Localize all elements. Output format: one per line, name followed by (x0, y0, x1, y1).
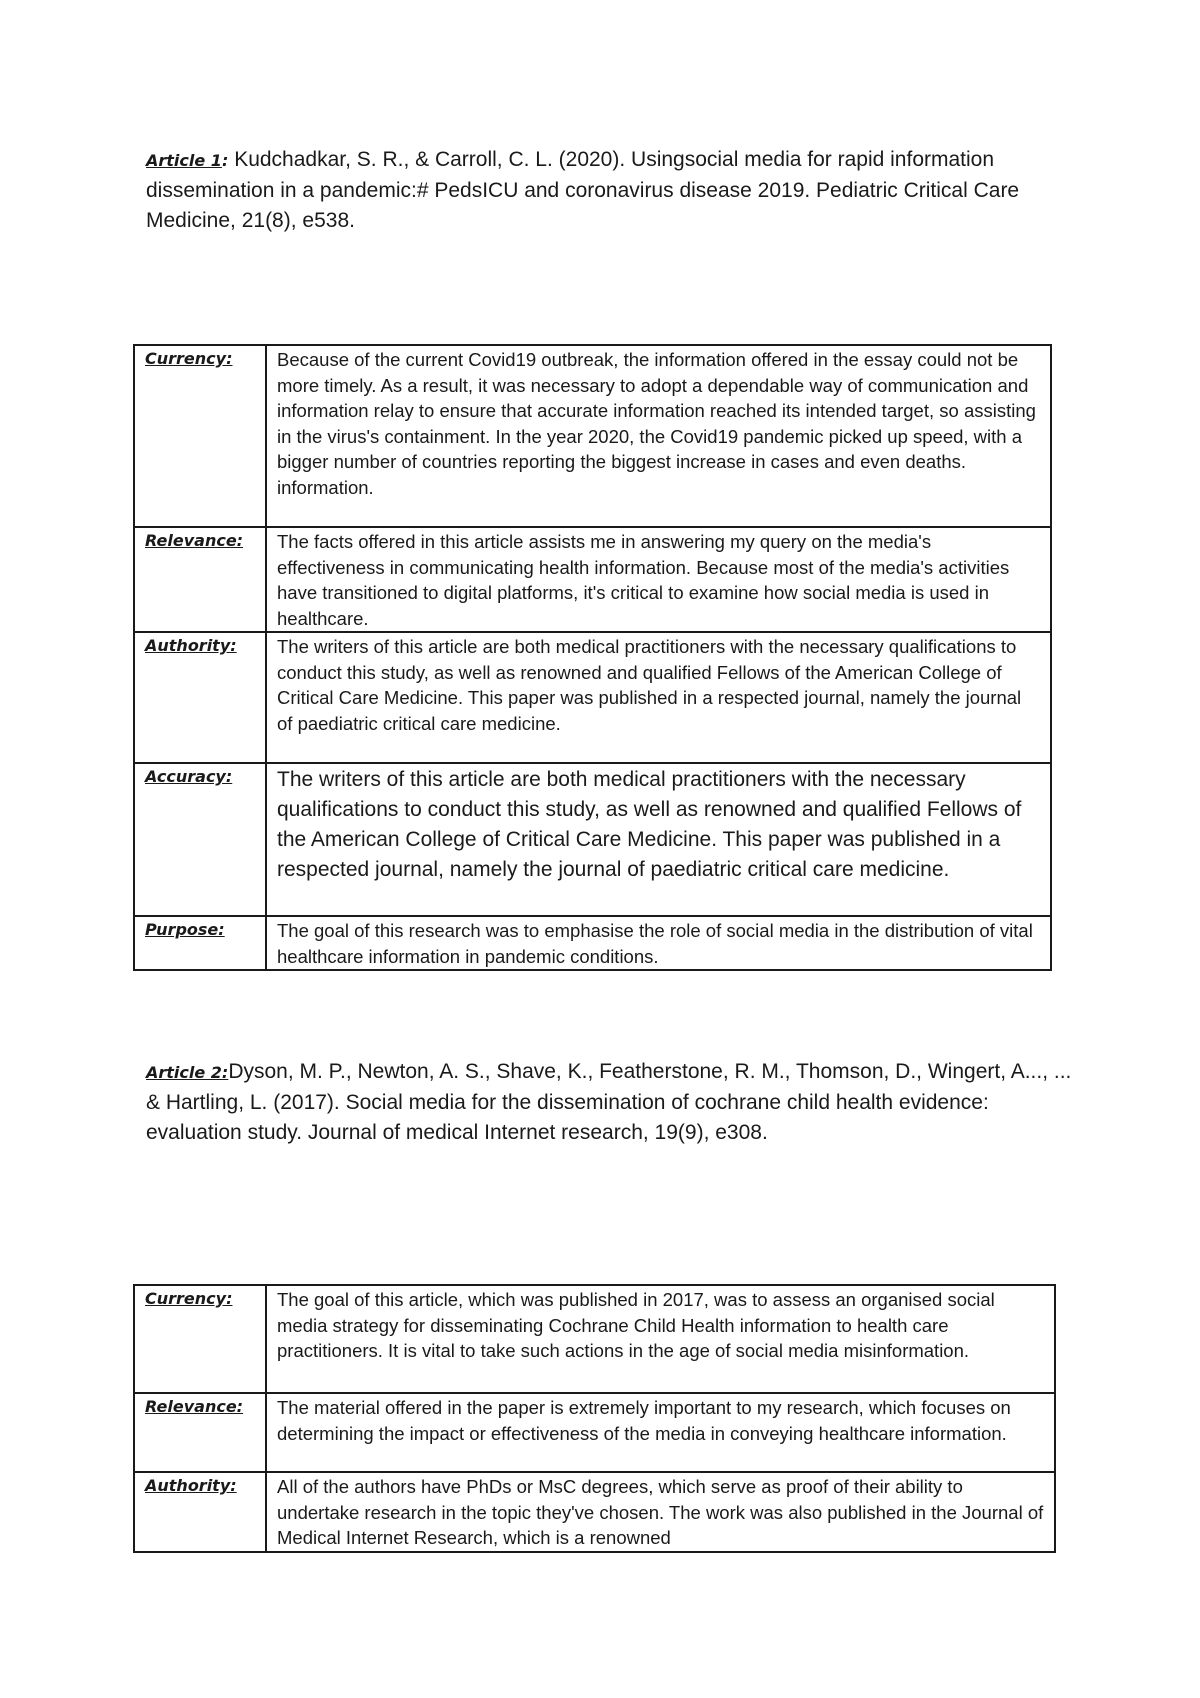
currency-text: Because of the current Covid19 outbreak, the information offered in the essay could not be more timely. As a result, it was necessary to adopt a dependable way of communication and information relay to ensure that accurate information reached its intended target, so assisting in the virus's containment. In the year 2020, the Covid19 pandemic picked up speed, with a bigger number of countries reporting the biggest increase in cases and even deaths. information. (266, 345, 1051, 527)
article-2-reference: Dyson, M. P., Newton, A. S., Shave, K., Featherstone, R. M., Thomson, D., Wingert, A..., ... & Hartling, L. (2017). Social media for the dissemination of cochrane child health evidence: evaluation study. Journal of medical Internet research, 19(9), e308. (146, 1060, 1072, 1144)
currency-label: Currency: (134, 1285, 266, 1393)
article-2-evaluation-table (133, 1284, 1056, 1553)
article-1-label: Article 1 (146, 151, 222, 170)
article-1-reference: Kudchadkar, S. R., & Carroll, C. L. (2020). Usingsocial media for rapid information dissemination in a pandemic:# PedsICU and coronavirus disease 2019. Pediatric Critical Care Medicine, 21(8), e538. (146, 148, 1020, 232)
accuracy-text: The writers of this article are both medical practitioners with the necessary qualifications to conduct this study, as well as renowned and qualified Fellows of the American College of Critical Care Medicine. This paper was published in a respected journal, namely the journal of paediatric critical care medicine. (266, 763, 1051, 916)
relevance-label: Relevance: (134, 527, 266, 632)
currency-text: The goal of this article, which was published in 2017, was to assess an organised social media strategy for disseminating Cochrane Child Health information to health care practitioners. It is vital to take such actions in the age of social media misinformation. (266, 1285, 1055, 1393)
table-row (134, 632, 1051, 763)
relevance-label: Relevance: (134, 1393, 266, 1472)
authority-label: Authority: (134, 1472, 266, 1552)
article-1-evaluation-table (133, 344, 1052, 971)
table-row (134, 527, 1051, 632)
currency-label: Currency: (134, 345, 266, 527)
article-2-label: Article 2: (146, 1063, 229, 1082)
article-2-citation (146, 1057, 1076, 1148)
accuracy-label: Accuracy: (134, 763, 266, 916)
article-1-citation: Article 1: Kudchadkar, S. R., & Carroll, C. L. (2020). Usingsocial media for rapid information dissemination in a pandemic:# PedsICU and coronavirus disease 2019. Pediatric Critical Care Medicine, 21(8), e538. (146, 148, 1020, 232)
relevance-text: The facts offered in this article assists me in answering my query on the media's effectiveness in communicating health information. Because most of the media's activities have transitioned to digital platforms, it's critical to examine how social media is used in healthcare. (266, 527, 1051, 632)
authority-text: The writers of this article are both medical practitioners with the necessary qualifications to conduct this study, as well as renowned and qualified Fellows of the American College of Critical Care Medicine. This paper was published in a respected journal, namely the journal of paediatric critical care medicine. (266, 632, 1051, 763)
table-row (134, 345, 1051, 527)
table-row (134, 1472, 1055, 1552)
relevance-text: The material offered in the paper is extremely important to my research, which focuses on determining the impact or effectiveness of the media in conveying healthcare information. (266, 1393, 1055, 1472)
table-row (134, 1393, 1055, 1472)
authority-label: Authority: (134, 632, 266, 763)
table-row (134, 1285, 1055, 1393)
authority-text: All of the authors have PhDs or MsC degrees, which serve as proof of their ability to undertake research in the topic they've chosen. The work was also published in the Journal of Medical Internet Research, which is a renowned (266, 1472, 1055, 1552)
table-row (134, 916, 1051, 970)
purpose-label: Purpose: (134, 916, 266, 970)
table-row (134, 763, 1051, 916)
purpose-text: The goal of this research was to emphasise the role of social media in the distribution of vital healthcare information in pandemic conditions. (266, 916, 1051, 970)
